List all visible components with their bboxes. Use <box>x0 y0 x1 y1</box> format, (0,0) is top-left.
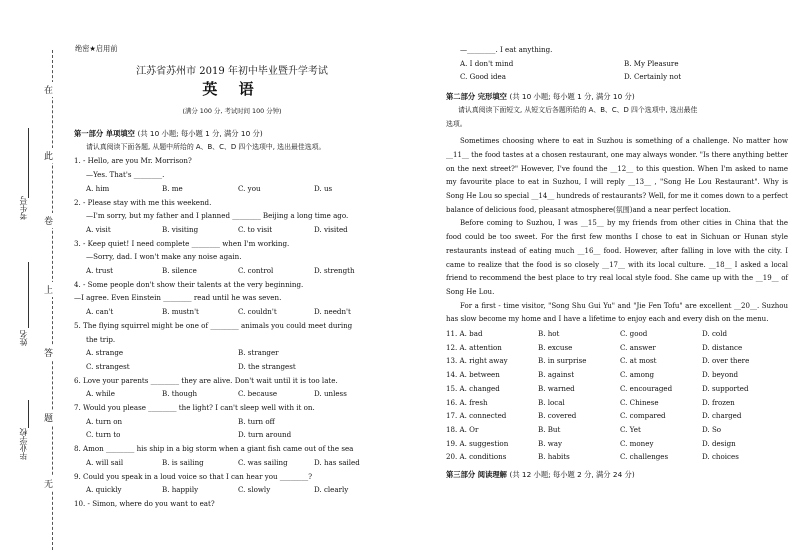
options-row <box>74 415 390 429</box>
question-stem: 8. Amon ________ his ship in a big storm when a giant fish came out of the sea <box>74 444 354 454</box>
option[interactable]: B. way <box>538 438 563 448</box>
option[interactable]: A. turn on <box>86 416 123 426</box>
option[interactable]: C. money <box>620 438 654 448</box>
strip-char: 此 <box>44 148 53 163</box>
option[interactable]: B. excuse <box>538 342 573 352</box>
option[interactable]: D. distance <box>702 342 743 352</box>
field-line <box>28 262 29 328</box>
passage-paragraph: Before coming to Suzhou, I was __15__ by my friends from other cities in China that the food could be too sweet. For the first few months I chose to eat in Sichuan or Hunan style restaurants instead of eating much __16__ food. However, after falling in love with the city. I came to realize that the food is so closely __17__ with its local culture. __18__ I asked a local friend to recommend the best place to try real local style food. She came up with the __19__ of Song He Lou. <box>446 219 788 296</box>
options-row <box>446 70 788 84</box>
options-row <box>74 360 390 374</box>
option[interactable]: C. challenges <box>620 452 669 462</box>
q1 <box>74 154 390 195</box>
option[interactable]: 20. A. conditions <box>446 452 507 462</box>
q4 <box>74 278 390 319</box>
field-line <box>28 400 29 428</box>
option[interactable]: B. But <box>538 424 561 434</box>
option[interactable]: C. to visit <box>238 224 273 234</box>
option[interactable]: 16. A. fresh <box>446 397 488 407</box>
options-row <box>74 428 390 442</box>
option[interactable]: A. strange <box>86 348 124 358</box>
question-stem: 4. - Some people don't show their talents at the very beginning. <box>74 279 304 289</box>
options-row <box>74 346 390 360</box>
strip-char: 在 <box>44 82 53 97</box>
option[interactable]: D. supported <box>702 383 749 393</box>
option[interactable]: C. was sailing <box>238 457 288 467</box>
option[interactable]: B. turn off <box>238 416 275 426</box>
question-stem: —Yes. That's ________. <box>86 170 165 180</box>
option[interactable]: B. me <box>162 183 183 193</box>
option[interactable]: B. happily <box>162 485 199 495</box>
question-stem: —Sorry, dad. I won't make any noise again. <box>86 252 242 262</box>
question-stem: the trip. <box>86 334 116 344</box>
part1-title: 第一部分 单项填空 <box>74 129 135 138</box>
option[interactable]: 17. A. connected <box>446 411 507 421</box>
option[interactable]: B. mustn't <box>162 307 199 317</box>
option[interactable]: D. unless <box>314 389 347 399</box>
question-stem: 5. The flying squirrel might be one of ________ animals you could meet during <box>74 320 353 330</box>
option[interactable]: A. while <box>86 389 116 399</box>
option[interactable]: C. you <box>238 183 261 193</box>
option[interactable]: 11. A. bad <box>446 329 483 339</box>
confidential-mark: 绝密★启用前 <box>75 44 118 53</box>
option[interactable]: D. strength <box>314 266 355 276</box>
option[interactable]: A. visit <box>86 224 111 234</box>
option[interactable]: C. answer <box>620 342 656 352</box>
options-row <box>74 456 390 470</box>
option[interactable]: A. can't <box>86 307 114 317</box>
option[interactable]: C. Yet <box>620 424 641 434</box>
options-row <box>74 182 390 196</box>
q2 <box>74 196 390 237</box>
options-row <box>74 223 390 237</box>
subject-title: 英 语 <box>202 80 262 98</box>
option[interactable]: 13. A. right away <box>446 356 508 366</box>
option[interactable]: B. is sailing <box>162 457 204 467</box>
options-row <box>446 57 788 71</box>
option[interactable]: 18. A. Or <box>446 424 479 434</box>
exam-title: 江苏省苏州市 2019 年初中毕业暨升学考试 <box>136 66 328 77</box>
part3-note: (共 12 小题; 每小题 2 分, 满分 24 分) <box>509 470 635 480</box>
part2-title: 第二部分 完形填空 <box>446 92 507 102</box>
option[interactable]: B. habits <box>538 452 570 462</box>
part3-title: 第三部分 阅读理解 <box>446 470 507 480</box>
option[interactable]: C. compared <box>620 411 666 421</box>
option[interactable]: D. cold <box>702 329 727 339</box>
cut-line <box>52 50 53 550</box>
field-line <box>28 128 29 198</box>
question-stem: 9. Could you speak in a loud voice so that I can hear you ________? <box>74 471 312 481</box>
q5 <box>74 319 390 374</box>
option[interactable]: A. quickly <box>86 485 122 495</box>
option[interactable]: D. us <box>314 183 333 193</box>
q7 <box>74 401 390 442</box>
option[interactable]: D. over there <box>702 356 750 366</box>
option[interactable]: B. in surprise <box>538 356 587 366</box>
option[interactable]: A. trust <box>86 266 113 276</box>
option[interactable]: D. the strangest <box>238 361 296 371</box>
option[interactable]: D. Certainly not <box>624 72 682 82</box>
option[interactable]: B. covered <box>538 411 577 421</box>
question-stem: 10. - Simon, where do you want to eat? <box>74 498 215 508</box>
question-stem: 3. - Keep quiet! I need complete ________ when I'm working. <box>74 238 290 248</box>
strip-char: 上 <box>44 282 53 297</box>
option[interactable]: B. against <box>538 370 575 380</box>
option[interactable]: D. design <box>702 438 736 448</box>
cloze-options <box>446 327 788 464</box>
option[interactable]: D. visited <box>314 224 348 234</box>
option[interactable]: D. turn around <box>238 430 292 440</box>
part1-note: (共 10 小题; 每小题 1 分, 满分 10 分) <box>137 129 263 138</box>
q10 <box>74 497 390 511</box>
option[interactable]: A. him <box>86 183 110 193</box>
option[interactable]: C. Good idea <box>460 72 506 82</box>
field-label-name: 姓名 <box>19 330 28 346</box>
question-stem: 6. Love your parents ________ they are alive. Don't wait until it is too late. <box>74 375 338 385</box>
option[interactable]: C. good <box>620 329 648 339</box>
score-note: (满分 100 分, 考试时间 100 分钟) <box>182 107 282 115</box>
part2-note: (共 10 小题; 每小题 1 分, 满分 10 分) <box>509 92 635 102</box>
option[interactable]: C. Chinese <box>620 397 659 407</box>
option[interactable]: D. beyond <box>702 370 739 380</box>
option[interactable]: B. hot <box>538 329 560 339</box>
question-stem: —I'm sorry, but my father and I planned ________ Beijing a long time ago. <box>86 211 349 221</box>
option[interactable]: 14. A. between <box>446 370 500 380</box>
q3 <box>74 237 390 278</box>
part1-heading <box>74 127 390 141</box>
strip-char: 无 <box>44 476 53 491</box>
option[interactable]: D. So <box>702 424 722 434</box>
option[interactable]: A. I don't mind <box>460 58 514 68</box>
option[interactable]: C. turn to <box>86 430 121 440</box>
option[interactable]: B. stranger <box>238 348 279 358</box>
option[interactable]: C. at most <box>620 356 657 366</box>
question-stem: 1. - Hello, are you Mr. Morrison? <box>74 156 192 166</box>
option[interactable]: 15. A. changed <box>446 383 500 393</box>
part1-instruction: 请认真阅读下面各题, 从题中所给的 A、B、C、D 四个选项中, 选出最佳选项。 <box>86 142 326 151</box>
option[interactable]: B. silence <box>162 266 197 276</box>
question-stem: 7. Would you please ________ the light? I can't sleep well with it on. <box>74 403 315 413</box>
option[interactable]: B. local <box>538 397 565 407</box>
option[interactable]: D. clearly <box>314 485 349 495</box>
q8 <box>74 442 390 469</box>
option[interactable]: C. control <box>238 266 274 276</box>
field-label-school: 毕业学校 <box>19 428 28 460</box>
strip-char: 卷 <box>44 213 53 228</box>
option[interactable]: D. frozen <box>702 397 735 407</box>
part2-instruction: 请认真阅读下面短文, 从短文后各题所给的 A、B、C、D 四个选项中, 选出最佳 <box>458 105 698 114</box>
option[interactable]: D. choices <box>702 452 739 462</box>
option[interactable]: C. strangest <box>86 361 130 371</box>
option[interactable]: C. slowly <box>238 485 271 495</box>
option[interactable]: 19. A. suggestion <box>446 438 509 448</box>
option[interactable]: C. because <box>238 389 278 399</box>
option[interactable]: C. encouraged <box>620 383 673 393</box>
left-column <box>74 127 390 511</box>
part3-heading <box>446 468 788 482</box>
options-row <box>74 264 390 278</box>
option[interactable]: 12. A. attention <box>446 342 502 352</box>
question-stem: 2. - Please stay with me this weekend. <box>74 197 212 207</box>
options-row <box>74 305 390 319</box>
option[interactable]: A. will sail <box>86 457 124 467</box>
option[interactable]: B. though <box>162 389 198 399</box>
option[interactable]: B. warned <box>538 383 575 393</box>
q6 <box>74 374 390 401</box>
question-stem: —I agree. Even Einstein ________ read until he was seven. <box>74 293 282 303</box>
part2-instruction: 选项。 <box>446 119 467 128</box>
right-column <box>446 43 788 482</box>
strip-char: 题 <box>44 410 53 425</box>
binding-strip <box>0 0 70 560</box>
field-label-candidate-number: 考生号 <box>19 196 28 220</box>
passage-paragraph: For a first - time visitor, "Song Shu Gui Yu" and "Jie Fen Tofu" are excellent __20__. Suzhou has slow become my home and I have a lifetime to enjoy each and every dish on the menu. <box>446 301 788 324</box>
question-stem: —________. I eat anything. <box>460 45 553 54</box>
option[interactable]: B. My Pleasure <box>624 58 679 68</box>
options-row <box>74 387 390 401</box>
option[interactable]: D. needn't <box>314 307 351 317</box>
option[interactable]: B. visiting <box>162 224 199 234</box>
passage-paragraph: Sometimes choosing where to eat in Suzhou is something of a challenge. No matter how __11__ the food tastes at a chosen restaurant, one may always wonder. "Is there anything better on the next street?" However, I've found the __12__ to this question. When I'm asked to name my favourite place to eat in Suzhou, I will reply __13__ , "Song He Lou Restaurant". Why is Song He Lou so special __14__ hundreds of restaurants? Well, for me it comes down to a perfect balance of delicious food, pleasant atmosphere(氛围)and a near perfect location. <box>446 137 788 214</box>
option[interactable]: C. couldn't <box>238 307 277 317</box>
option[interactable]: D. has sailed <box>314 457 360 467</box>
strip-char: 答 <box>44 345 53 360</box>
q9 <box>74 470 390 497</box>
part2-heading <box>446 90 788 104</box>
option[interactable]: D. charged <box>702 411 742 421</box>
option[interactable]: C. among <box>620 370 655 380</box>
options-row <box>74 483 390 497</box>
